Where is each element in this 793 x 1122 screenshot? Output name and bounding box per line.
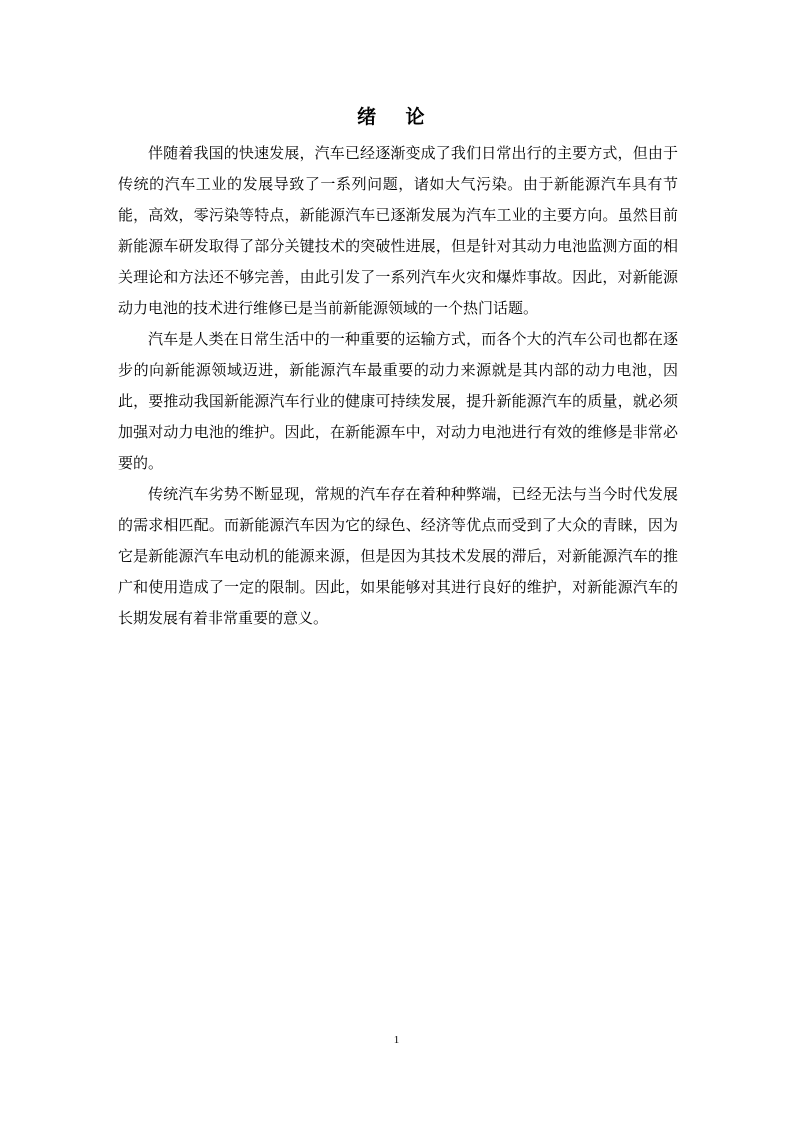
- page-number: 1: [393, 1034, 400, 1046]
- paragraph-3: 传统汽车劣势不断显现，常规的汽车存在着种种弊端，已经无法与当今时代发展的需求相匹配。而新能源汽车因为它的绿色、经济等优点而受到了大众的青睐，因为它是新能源汽车电动机的能源来源，但是因为其技术发展的滞后，对新能源汽车的推广和使用造成了一定的限制。因此，如果能够对其进行良好的维护，对新能源汽车的长期发展有着非常重要的意义。: [118, 485, 678, 627]
- paragraph-1: 伴随着我国的快速发展，汽车已经逐渐变成了我们日常出行的主要方式，但由于传统的汽车工业的发展导致了一系列问题，诸如大气污染。由于新能源汽车具有节能，高效，零污染等特点，新能源汽车已逐渐发展为汽车工业的主要方向。虽然目前新能源车研发取得了部分关键技术的突破性进展，但是针对其动力电池监测方面的相关理论和方法还不够完善，由此引发了一系列汽车火灾和爆炸事故。因此，对新能源动力电池的技术进行维修已是当前新能源领域的一个热门话题。: [118, 144, 678, 317]
- paragraph-2: 汽车是人类在日常生活中的一种重要的运输方式，而各个大的汽车公司也都在逐步的向新能源领域迈进，新能源汽车最重要的动力来源就是其内部的动力电池，因此，要推动我国新能源汽车行业的健康可持续发展，提升新能源汽车的质量，就必须加强对动力电池的维护。因此，在新能源车中，对动力电池进行有效的维修是非常必要的。: [118, 330, 678, 472]
- body-text: [118, 138, 678, 634]
- page-title: 绪 论: [357, 106, 436, 128]
